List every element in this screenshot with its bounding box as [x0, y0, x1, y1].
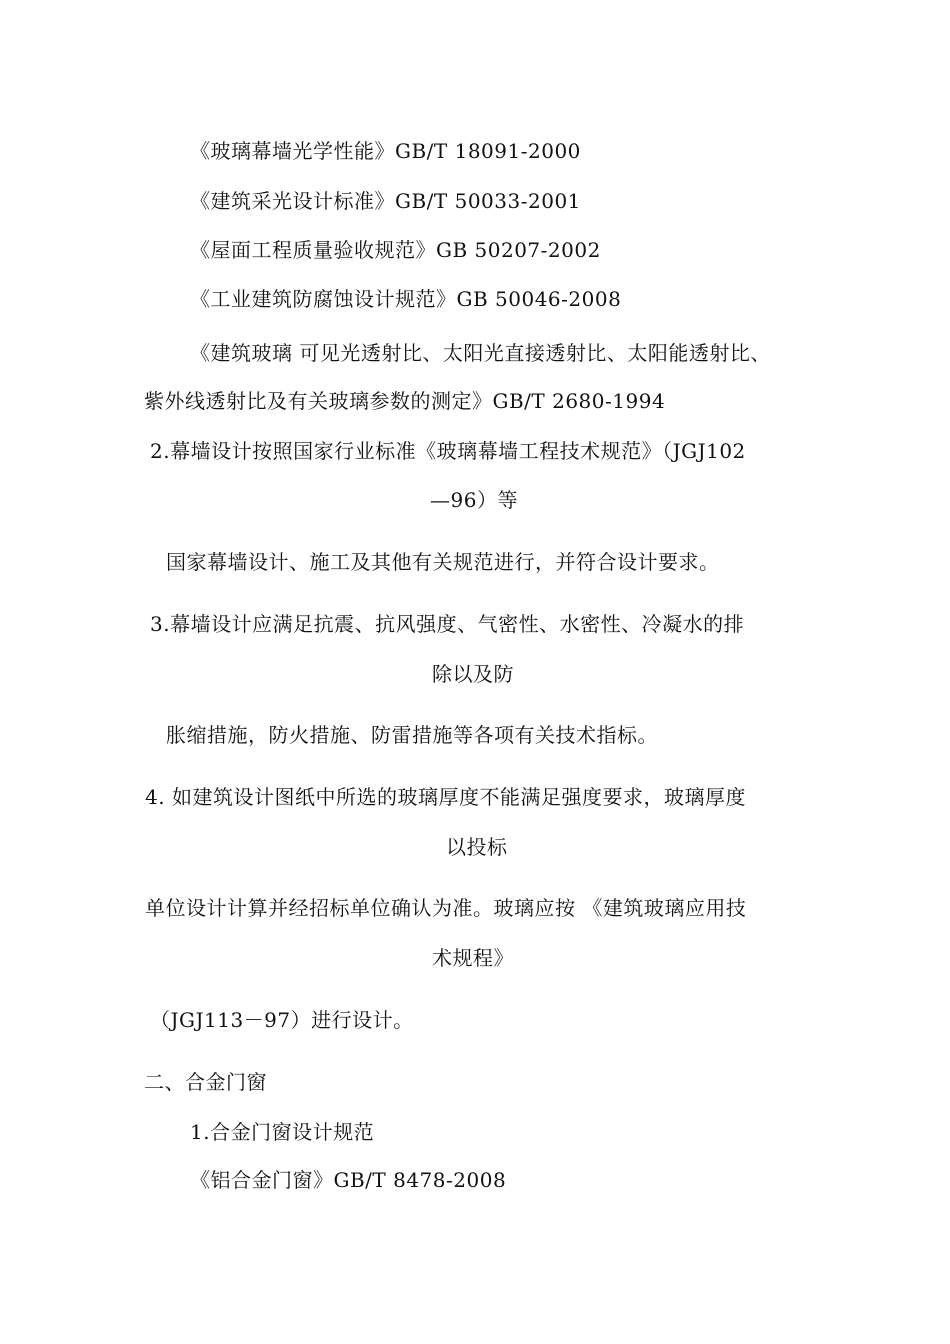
- text-line: 《建筑玻璃 可见光透射比、太阳光直接透射比、太阳能透射比、: [190, 341, 771, 365]
- text-line: 4. 如建筑设计图纸中所选的玻璃厚度不能满足强度要求，玻璃厚度: [145, 785, 746, 809]
- text-line: 《建筑采光设计标准》GB/T 50033-2001: [190, 189, 581, 213]
- text-line: —96）等: [430, 488, 518, 512]
- text-line: 以投标: [446, 835, 508, 859]
- text-line: 胀缩措施，防火措施、防雷措施等各项有关技术指标。: [166, 723, 658, 747]
- text-line: 2.幕墙设计按照国家行业标准《玻璃幕墙工程技术规范》（JGJ102: [150, 439, 746, 463]
- text-line: 《玻璃幕墙光学性能》GB/T 18091-2000: [190, 139, 581, 163]
- text-line: 《屋面工程质量验收规范》GB 50207-2002: [190, 238, 601, 262]
- text-line: 单位设计计算并经招标单位确认为准。玻璃应按 《建筑玻璃应用技: [145, 896, 747, 920]
- subsection-heading: 1.合金门窗设计规范: [190, 1120, 375, 1144]
- text-line: 除以及防: [432, 662, 514, 686]
- text-line: 国家幕墙设计、施工及其他有关规范进行，并符合设计要求。: [166, 550, 720, 574]
- text-line: 3.幕墙设计应满足抗震、抗风强度、气密性、水密性、冷凝水的排: [150, 612, 745, 636]
- text-line: 《工业建筑防腐蚀设计规范》GB 50046-2008: [190, 287, 622, 311]
- text-line: 紫外线透射比及有关玻璃参数的测定》GB/T 2680-1994: [144, 389, 666, 413]
- section-heading: 二、合金门窗: [144, 1070, 267, 1094]
- text-line: 《铝合金门窗》GB/T 8478-2008: [190, 1168, 507, 1192]
- text-line: （JGJ113－97）进行设计。: [150, 1008, 414, 1032]
- text-line: 术规程》: [432, 946, 514, 970]
